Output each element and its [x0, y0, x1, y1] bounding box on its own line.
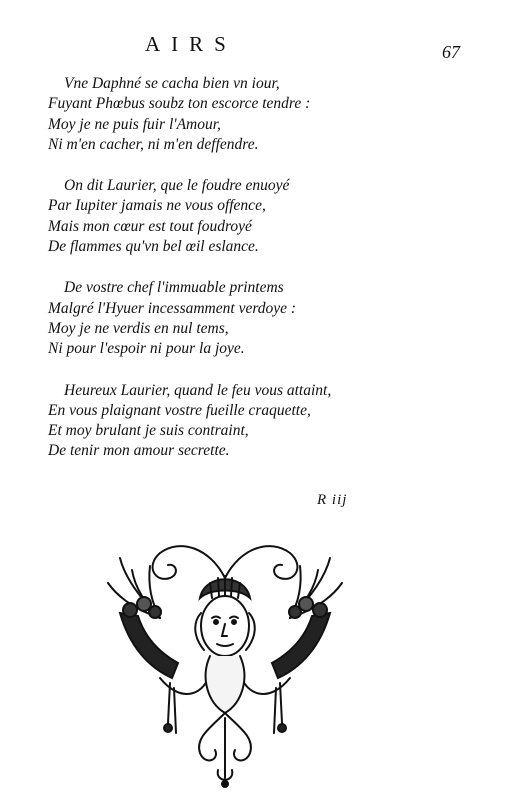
- verse-line: Heureux Laurier, quand le feu vous attaint,: [64, 381, 332, 399]
- verse-line: Fuyant Phœbus soubz ton escorce tendre :: [48, 95, 311, 113]
- cul-de-lampe-mask-ornament-icon: [100, 538, 350, 790]
- stanza-1: [48, 74, 388, 155]
- verse-line: Par Iupiter jamais ne vous offence,: [48, 197, 266, 215]
- stanza-4: [48, 381, 388, 462]
- verse-line: De tenir mon amour secrette.: [48, 442, 230, 460]
- poem-body: [48, 74, 388, 483]
- verse-line: Moy je ne verdis en nul tems,: [48, 319, 229, 337]
- signature-mark: R iij: [317, 492, 348, 508]
- verse-line: De vostre chef l'immuable printems: [64, 279, 284, 297]
- verse-line: En vous plaignant vostre fueille craquette,: [48, 401, 311, 419]
- verse-line: Malgré l'Hyuer incessamment verdoye :: [48, 299, 297, 317]
- verse-line: Moy je ne puis fuir l'Amour,: [48, 115, 221, 133]
- verse-line: Et moy brulant je suis contraint,: [48, 422, 249, 440]
- verse-line: Ni pour l'espoir ni pour la joye.: [48, 340, 245, 358]
- page-header: [0, 32, 514, 62]
- verse-line: Vne Daphné se cacha bien vn iour,: [64, 75, 280, 92]
- verse-line: On dit Laurier, que le foudre enuoyé: [64, 177, 290, 195]
- stanza-3: [48, 278, 388, 359]
- verse-line: De flammes qu'vn bel œil eslance.: [48, 238, 259, 256]
- running-title: AIRS: [145, 32, 237, 56]
- verse-line: Mais mon cœur est tout foudroyé: [48, 217, 252, 235]
- verse-line: Ni m'en cacher, ni m'en deffendre.: [48, 135, 259, 153]
- page-number: 67: [442, 42, 460, 62]
- stanza-2: [48, 176, 388, 257]
